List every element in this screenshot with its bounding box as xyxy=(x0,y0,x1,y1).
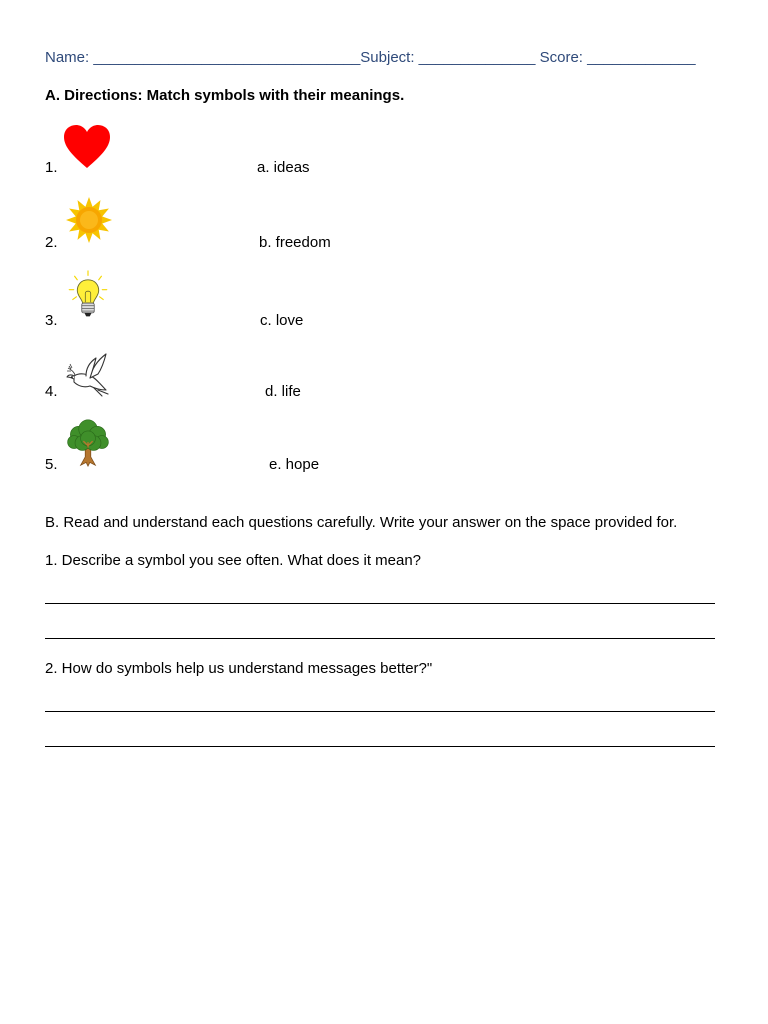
meaning-e: e. hope xyxy=(269,456,320,473)
item-3-number: 3. xyxy=(45,312,58,329)
header-line: Name: ________________________________Subject: ______________ Score: _____________ xyxy=(45,49,696,66)
item-2-number: 2. xyxy=(45,234,58,251)
answer-line-2b[interactable] xyxy=(45,746,715,747)
answer-line-1b[interactable] xyxy=(45,638,715,639)
answer-line-1a[interactable] xyxy=(45,603,715,604)
tree-icon xyxy=(64,418,112,468)
meaning-b: b. freedom xyxy=(259,234,331,251)
item-5-number: 5. xyxy=(45,456,58,473)
answer-line-2a[interactable] xyxy=(45,711,715,712)
question-2: 2. How do symbols help us understand messages better?" xyxy=(45,660,433,677)
meaning-c: c. love xyxy=(260,312,304,329)
meaning-d: d. life xyxy=(265,383,301,400)
item-1-number: 1. xyxy=(45,159,58,176)
question-1: 1. Describe a symbol you see often. What does it mean? xyxy=(45,552,422,569)
dove-icon xyxy=(64,350,112,400)
section-b-directions: B. Read and understand each questions carefully. Write your answer on the space provided for. xyxy=(45,514,678,531)
meaning-a: a. ideas xyxy=(257,159,310,176)
lightbulb-icon xyxy=(64,270,112,320)
item-4-number: 4. xyxy=(45,383,58,400)
sun-icon xyxy=(64,196,112,246)
heart-icon xyxy=(63,122,111,172)
section-a-directions: A. Directions: Match symbols with their meanings. xyxy=(45,87,405,104)
